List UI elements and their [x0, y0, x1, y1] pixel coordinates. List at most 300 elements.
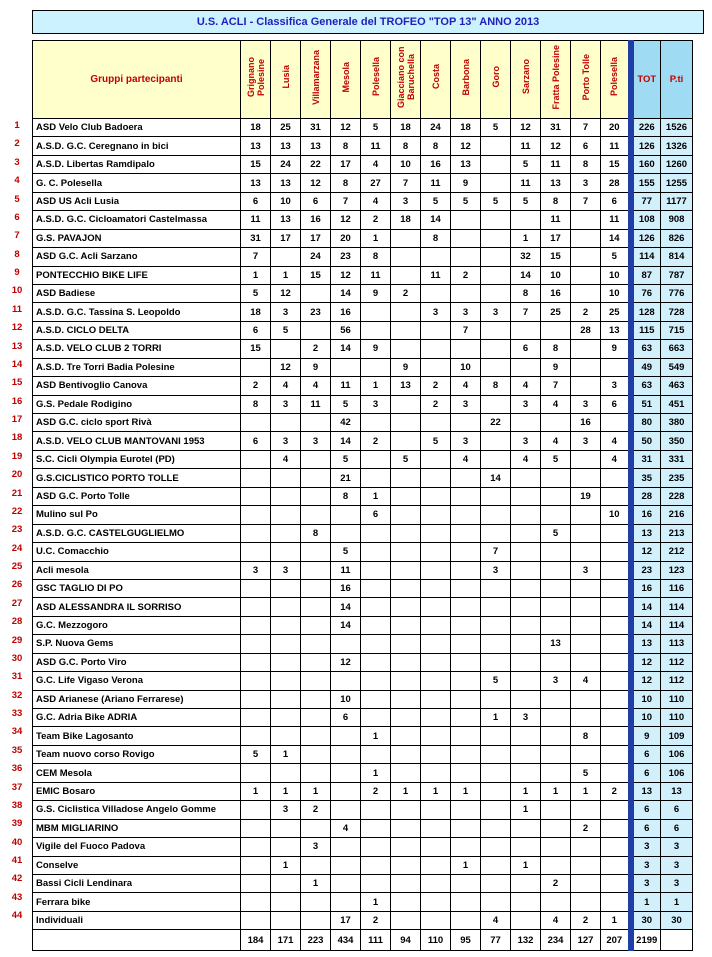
score-cell: 18 [241, 119, 271, 137]
table-row [33, 598, 693, 616]
score-cell [451, 598, 481, 616]
score-cell [571, 506, 601, 524]
table-row [33, 764, 693, 782]
score-cell [451, 524, 481, 542]
table-row [33, 414, 693, 432]
score-cell [421, 321, 451, 339]
score-cell [511, 819, 541, 837]
score-cell [421, 635, 451, 653]
table-row [33, 653, 693, 671]
score-cell [331, 801, 361, 819]
team-name-cell: S.C. Cicli Olympia Eurotel (PD) [33, 450, 241, 468]
score-cell [421, 653, 451, 671]
score-cell: 27 [361, 174, 391, 192]
score-cell: 1 [541, 782, 571, 800]
team-name-cell: ASD Bentivoglio Canova [33, 377, 241, 395]
table-row [33, 819, 693, 837]
race-name-label: Fratta Polesine [550, 44, 561, 110]
score-cell [331, 506, 361, 524]
race-name-label: Porto Tolle [580, 53, 591, 101]
column-total-cell: 223 [301, 930, 331, 951]
score-cell [451, 284, 481, 302]
table-row [33, 303, 693, 321]
score-cell: 7 [331, 192, 361, 210]
score-cell [571, 616, 601, 634]
score-cell [481, 321, 511, 339]
table-row [33, 616, 693, 634]
score-cell [241, 598, 271, 616]
header-race-10 [511, 41, 541, 119]
score-cell [421, 801, 451, 819]
score-cell: 2 [361, 432, 391, 450]
score-cell [361, 561, 391, 579]
tot-cell: 128 [631, 303, 661, 321]
score-cell [481, 893, 511, 911]
punti-cell: 235 [661, 469, 693, 487]
score-cell [301, 672, 331, 690]
table-row [33, 284, 693, 302]
rank-number: 35 [11, 744, 23, 756]
score-cell [481, 229, 511, 247]
score-cell [511, 579, 541, 597]
score-cell: 11 [301, 395, 331, 413]
score-cell [451, 727, 481, 745]
rank-number: 4 [14, 175, 20, 187]
score-cell [601, 838, 631, 856]
score-cell: 8 [421, 137, 451, 155]
score-cell [301, 819, 331, 837]
score-cell [601, 727, 631, 745]
score-cell [421, 856, 451, 874]
score-cell [481, 653, 511, 671]
score-cell: 11 [601, 137, 631, 155]
score-cell [331, 874, 361, 892]
rank-number: 24 [11, 542, 23, 554]
score-cell: 31 [541, 119, 571, 137]
score-cell [511, 506, 541, 524]
score-cell [511, 414, 541, 432]
score-cell [601, 579, 631, 597]
score-cell: 10 [601, 506, 631, 524]
score-cell: 22 [481, 414, 511, 432]
score-cell [571, 635, 601, 653]
tot-cell: 10 [631, 690, 661, 708]
score-cell [391, 819, 421, 837]
score-cell [421, 764, 451, 782]
score-cell: 18 [391, 119, 421, 137]
score-cell [391, 579, 421, 597]
punti-cell: 3 [661, 874, 693, 892]
punti-cell: 663 [661, 340, 693, 358]
team-name-cell: Vigile del Fuoco Padova [33, 838, 241, 856]
score-cell [451, 211, 481, 229]
score-cell [511, 561, 541, 579]
score-cell [511, 727, 541, 745]
score-cell [571, 874, 601, 892]
score-cell: 3 [271, 801, 301, 819]
score-cell: 25 [541, 303, 571, 321]
punti-cell: 776 [661, 284, 693, 302]
score-cell [451, 653, 481, 671]
score-cell [301, 469, 331, 487]
punti-cell: 30 [661, 911, 693, 929]
score-cell: 11 [541, 155, 571, 173]
punti-cell: 1 [661, 893, 693, 911]
score-cell [241, 709, 271, 727]
score-cell: 2 [571, 911, 601, 929]
score-cell [421, 598, 451, 616]
team-name-cell: CEM Mesola [33, 764, 241, 782]
score-cell: 3 [421, 303, 451, 321]
score-cell: 10 [451, 358, 481, 376]
score-cell [451, 414, 481, 432]
team-name-cell: ASD ALESSANDRA IL SORRISO [33, 598, 241, 616]
score-cell: 1 [511, 229, 541, 247]
score-cell [481, 284, 511, 302]
tot-cell: 12 [631, 672, 661, 690]
score-cell [391, 303, 421, 321]
score-cell [541, 690, 571, 708]
score-cell [571, 377, 601, 395]
score-cell [361, 414, 391, 432]
column-total-cell: 234 [541, 930, 571, 951]
score-cell: 10 [601, 266, 631, 284]
rank-number: 30 [11, 652, 23, 664]
score-cell: 3 [571, 174, 601, 192]
score-cell [541, 543, 571, 561]
rank-number: 39 [11, 818, 23, 830]
score-cell: 6 [241, 192, 271, 210]
score-cell [571, 229, 601, 247]
score-cell [481, 801, 511, 819]
score-cell: 11 [361, 137, 391, 155]
score-cell: 18 [241, 303, 271, 321]
score-cell: 3 [511, 709, 541, 727]
column-total-cell: 77 [481, 930, 511, 951]
score-cell: 3 [451, 303, 481, 321]
score-cell: 2 [571, 819, 601, 837]
rank-number: 5 [14, 193, 20, 205]
score-cell: 6 [241, 321, 271, 339]
score-cell [391, 874, 421, 892]
score-cell [541, 764, 571, 782]
score-cell [571, 524, 601, 542]
score-cell: 11 [541, 211, 571, 229]
score-cell: 1 [361, 487, 391, 505]
table-row [33, 801, 693, 819]
score-cell [451, 248, 481, 266]
score-cell [541, 616, 571, 634]
punti-cell: 114 [661, 616, 693, 634]
score-cell [241, 635, 271, 653]
score-cell: 3 [601, 377, 631, 395]
score-cell: 4 [511, 450, 541, 468]
score-cell: 11 [511, 137, 541, 155]
tot-cell: 16 [631, 579, 661, 597]
score-cell: 15 [241, 155, 271, 173]
score-cell [601, 672, 631, 690]
score-cell: 5 [541, 524, 571, 542]
score-cell [301, 284, 331, 302]
punti-cell: 112 [661, 653, 693, 671]
rank-number: 3 [14, 156, 20, 168]
score-cell [511, 616, 541, 634]
score-cell: 3 [481, 561, 511, 579]
score-cell [241, 469, 271, 487]
score-cell: 8 [241, 395, 271, 413]
score-cell: 14 [601, 229, 631, 247]
team-name-cell: ASD G.C. Porto Tolle [33, 487, 241, 505]
score-cell [601, 469, 631, 487]
score-cell [601, 598, 631, 616]
punti-cell: 814 [661, 248, 693, 266]
race-name-label: Costa [430, 64, 441, 90]
rank-number: 23 [11, 524, 23, 536]
team-name-cell: Ferrara bike [33, 893, 241, 911]
score-cell [481, 211, 511, 229]
score-cell: 7 [391, 174, 421, 192]
tot-cell: 63 [631, 377, 661, 395]
tot-cell: 3 [631, 874, 661, 892]
tot-cell: 155 [631, 174, 661, 192]
score-cell [331, 856, 361, 874]
score-cell: 2 [391, 284, 421, 302]
score-cell: 9 [361, 284, 391, 302]
score-cell: 6 [361, 506, 391, 524]
score-cell [601, 893, 631, 911]
score-cell [511, 487, 541, 505]
rank-number: 15 [11, 377, 23, 389]
score-cell: 3 [571, 561, 601, 579]
header-race-8 [451, 41, 481, 119]
punti-cell: 380 [661, 414, 693, 432]
header-race-12 [571, 41, 601, 119]
score-cell: 8 [541, 340, 571, 358]
score-cell: 9 [301, 358, 331, 376]
score-cell [481, 155, 511, 173]
score-cell [421, 543, 451, 561]
score-cell: 25 [601, 303, 631, 321]
tot-cell: 3 [631, 856, 661, 874]
rank-number: 8 [14, 248, 20, 260]
score-cell [361, 321, 391, 339]
score-cell: 3 [571, 395, 601, 413]
column-total-cell: 184 [241, 930, 271, 951]
race-name-label: Giacciano con Baruchella [395, 46, 416, 108]
header-row [33, 41, 693, 119]
score-cell [271, 874, 301, 892]
score-cell: 24 [301, 248, 331, 266]
score-cell [391, 672, 421, 690]
score-cell [511, 874, 541, 892]
rank-number: 31 [11, 671, 23, 683]
table-body [33, 119, 693, 930]
tot-cell: 50 [631, 432, 661, 450]
score-cell [481, 506, 511, 524]
score-cell: 5 [511, 155, 541, 173]
rank-number: 10 [11, 285, 23, 297]
score-cell [271, 487, 301, 505]
score-cell: 12 [271, 358, 301, 376]
score-cell: 1 [241, 782, 271, 800]
table-row [33, 524, 693, 542]
score-cell: 3 [271, 561, 301, 579]
punti-cell: 549 [661, 358, 693, 376]
empty-total-cell [661, 930, 693, 951]
score-cell: 11 [361, 266, 391, 284]
race-name-label: Lusia [280, 65, 291, 89]
score-cell [571, 893, 601, 911]
score-cell: 8 [571, 155, 601, 173]
score-cell [421, 561, 451, 579]
column-total-cell: 110 [421, 930, 451, 951]
column-total-cell: 434 [331, 930, 361, 951]
score-cell [571, 838, 601, 856]
score-cell [421, 745, 451, 763]
table-row [33, 561, 693, 579]
score-cell [511, 911, 541, 929]
score-cell [361, 709, 391, 727]
score-cell: 28 [601, 174, 631, 192]
score-cell: 23 [301, 303, 331, 321]
score-cell [331, 893, 361, 911]
score-cell [571, 469, 601, 487]
race-name-label: Villamarzana [310, 49, 321, 105]
score-cell [481, 358, 511, 376]
score-cell [601, 616, 631, 634]
score-cell [241, 358, 271, 376]
score-cell: 12 [541, 137, 571, 155]
score-cell [391, 801, 421, 819]
score-cell: 31 [301, 119, 331, 137]
totals-row [33, 930, 693, 951]
score-cell [361, 543, 391, 561]
score-cell: 3 [271, 395, 301, 413]
score-cell [511, 635, 541, 653]
rank-number: 41 [11, 855, 23, 866]
table-row [33, 229, 693, 247]
table-row [33, 690, 693, 708]
score-cell [391, 469, 421, 487]
score-cell: 13 [541, 635, 571, 653]
header-race-7 [421, 41, 451, 119]
score-cell: 1 [271, 745, 301, 763]
score-cell [361, 635, 391, 653]
score-cell: 15 [541, 248, 571, 266]
score-cell: 2 [301, 801, 331, 819]
score-cell: 1 [511, 782, 541, 800]
score-cell [331, 672, 361, 690]
score-cell [331, 635, 361, 653]
score-cell: 17 [271, 229, 301, 247]
score-cell: 11 [421, 174, 451, 192]
table-row [33, 709, 693, 727]
table-row [33, 395, 693, 413]
score-cell: 12 [331, 119, 361, 137]
score-cell: 6 [241, 432, 271, 450]
tot-cell: 226 [631, 119, 661, 137]
score-cell [361, 672, 391, 690]
score-cell: 13 [241, 174, 271, 192]
rank-number: 43 [11, 891, 23, 903]
table-row [33, 432, 693, 450]
score-cell: 4 [301, 377, 331, 395]
header-tot: TOT [631, 41, 661, 119]
score-cell [451, 616, 481, 634]
score-cell: 6 [511, 340, 541, 358]
rank-number: 22 [11, 505, 23, 517]
score-cell: 2 [451, 266, 481, 284]
team-name-cell: EMIC Bosaro [33, 782, 241, 800]
score-cell [391, 690, 421, 708]
score-cell [391, 911, 421, 929]
score-cell: 13 [601, 321, 631, 339]
score-cell: 13 [451, 155, 481, 173]
score-cell: 3 [301, 838, 331, 856]
score-cell [391, 340, 421, 358]
score-cell: 7 [481, 543, 511, 561]
score-cell [421, 819, 451, 837]
punti-cell: 1260 [661, 155, 693, 173]
score-cell [541, 506, 571, 524]
rank-number: 13 [11, 340, 23, 352]
score-cell [241, 838, 271, 856]
score-cell: 5 [481, 192, 511, 210]
column-total-cell: 127 [571, 930, 601, 951]
score-cell: 7 [571, 119, 601, 137]
tot-cell: 115 [631, 321, 661, 339]
score-cell [451, 579, 481, 597]
score-cell: 8 [481, 377, 511, 395]
score-cell: 14 [331, 598, 361, 616]
tot-cell: 31 [631, 450, 661, 468]
team-name-cell: ASD Badiese [33, 284, 241, 302]
score-cell [241, 579, 271, 597]
score-cell: 5 [361, 119, 391, 137]
score-cell [301, 543, 331, 561]
score-cell [271, 579, 301, 597]
score-cell [511, 358, 541, 376]
score-cell: 3 [271, 432, 301, 450]
score-cell: 3 [541, 672, 571, 690]
score-cell: 1 [361, 727, 391, 745]
score-cell: 1 [451, 782, 481, 800]
punti-cell: 212 [661, 543, 693, 561]
rank-number: 38 [11, 799, 23, 811]
race-name-label: Grignano Polesine [245, 57, 266, 97]
rank-number: 21 [11, 487, 23, 499]
score-cell [541, 561, 571, 579]
score-cell: 8 [511, 284, 541, 302]
score-cell: 16 [541, 284, 571, 302]
punti-cell: 228 [661, 487, 693, 505]
score-cell: 20 [331, 229, 361, 247]
score-cell: 23 [331, 248, 361, 266]
score-cell [451, 874, 481, 892]
rank-number: 28 [11, 616, 23, 628]
header-race-9 [481, 41, 511, 119]
punti-cell: 114 [661, 598, 693, 616]
score-cell: 13 [271, 211, 301, 229]
score-cell [481, 248, 511, 266]
score-cell [571, 598, 601, 616]
score-cell [391, 561, 421, 579]
table-row [33, 838, 693, 856]
score-cell: 5 [421, 432, 451, 450]
score-cell [301, 709, 331, 727]
score-cell: 9 [541, 358, 571, 376]
tot-cell: 10 [631, 709, 661, 727]
